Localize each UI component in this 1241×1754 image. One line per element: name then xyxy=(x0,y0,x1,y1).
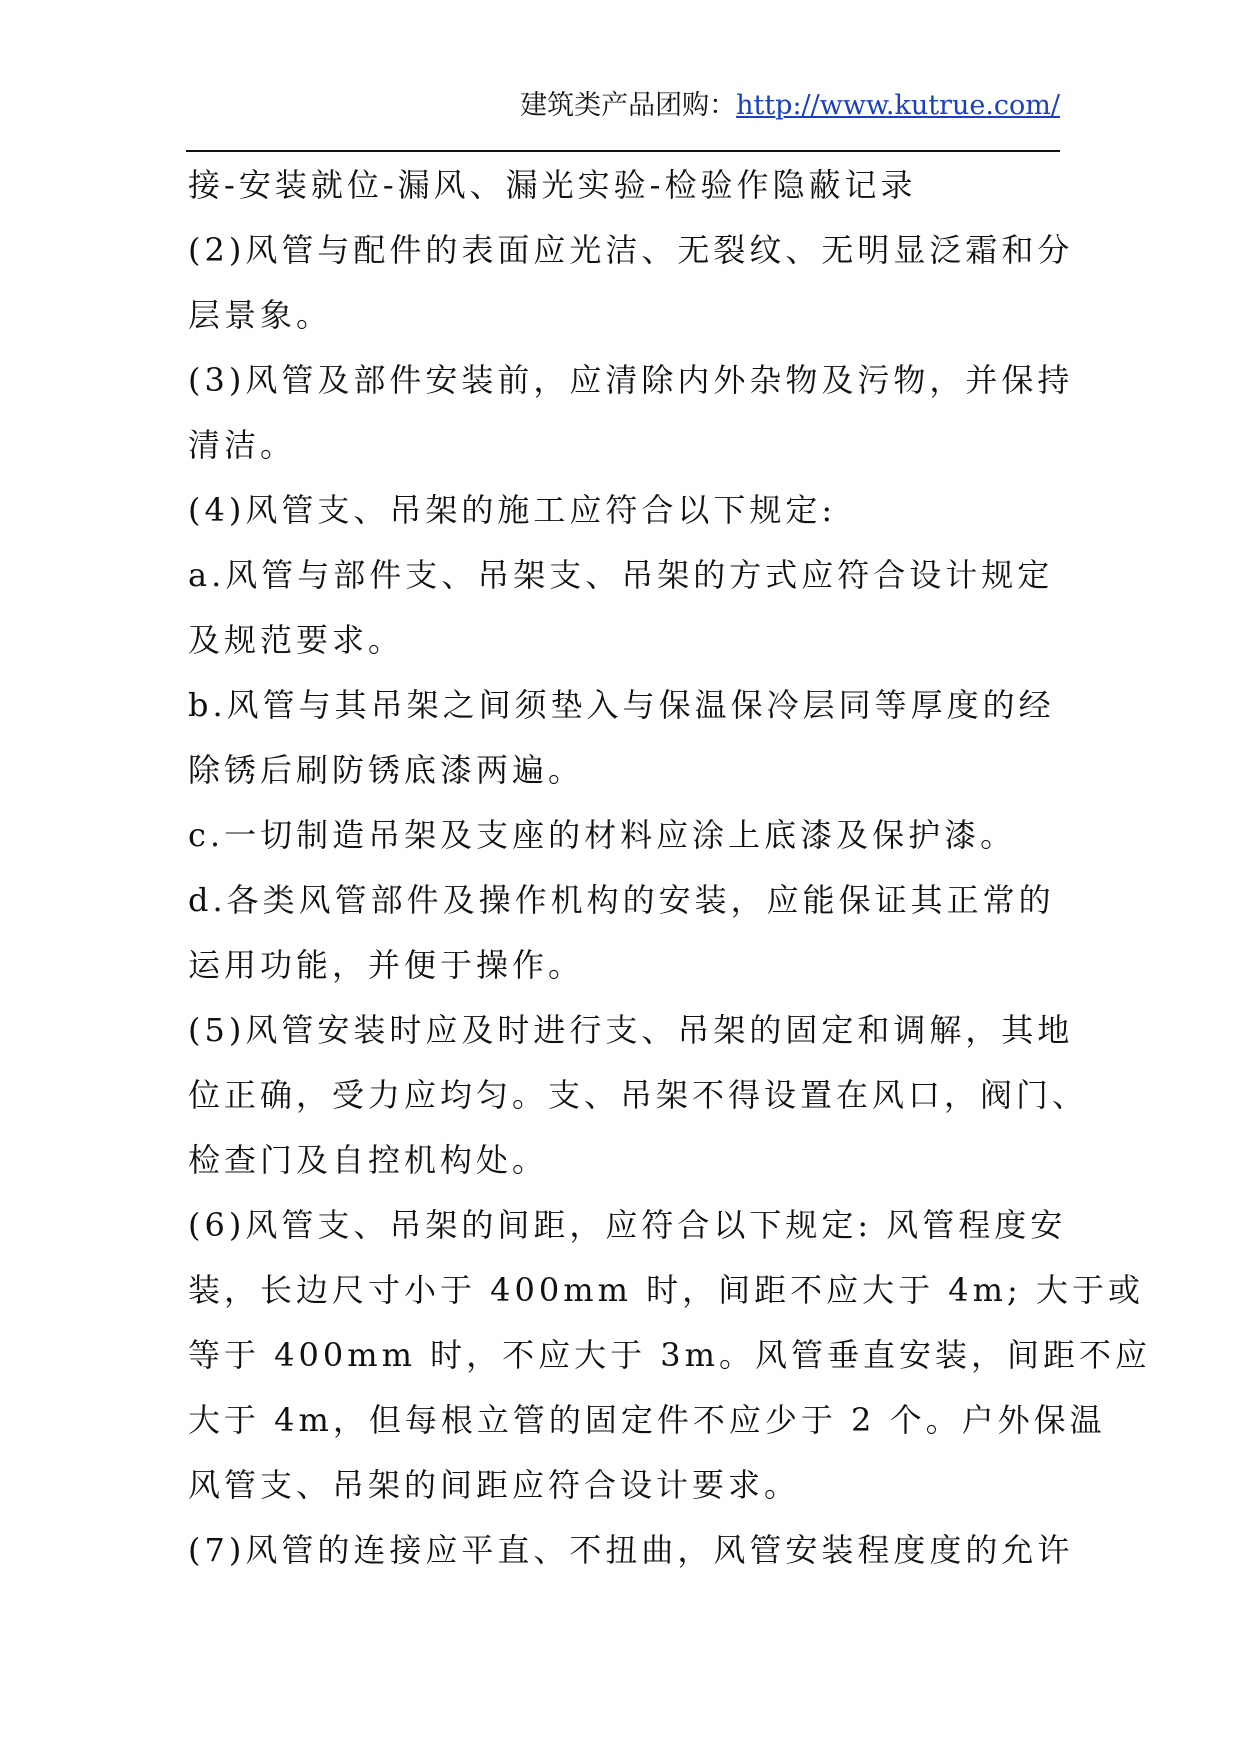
text-line: (4)风管支、吊架的施工应符合以下规定: xyxy=(188,491,837,529)
header-link[interactable]: http://www.kutrue.com/ xyxy=(736,90,1060,121)
text-line: d.各类风管部件及操作机构的安装，应能保证其正常的 xyxy=(188,881,1055,919)
text-line: a.风管与部件支、吊架支、吊架的方式应符合设计规定 xyxy=(188,556,1054,594)
text-line: 风管支、吊架的间距应符合设计要求。 xyxy=(188,1466,801,1504)
header-label: 建筑类产品团购： xyxy=(520,90,737,121)
text-line: 运用功能，并便于操作。 xyxy=(188,946,585,984)
page-header xyxy=(186,88,1060,124)
document-body xyxy=(188,160,1151,1590)
text-line: b.风管与其吊架之间须垫入与保温保冷层同等厚度的经 xyxy=(188,686,1055,724)
text-line: 及规范要求。 xyxy=(188,621,405,659)
text-line: (5)风管安装时应及时进行支、吊架的固定和调解，其地 xyxy=(188,1011,1074,1049)
text-line: 大于 4m，但每根立管的固定件不应少于 2 个。户外保温 xyxy=(188,1401,1106,1439)
text-line: c.一切制造吊架及支座的材料应涂上底漆及保护漆。 xyxy=(188,816,1017,854)
text-line: (2)风管与配件的表面应光洁、无裂纹、无明显泛霜和分 xyxy=(188,231,1074,269)
header-divider xyxy=(186,150,1060,152)
text-line: (7)风管的连接应平直、不扭曲，风管安装程度度的允许 xyxy=(188,1531,1074,1569)
text-line: (6)风管支、吊架的间距，应符合以下规定: 风管程度安 xyxy=(188,1206,1067,1244)
text-line: 位正确，受力应均匀。支、吊架不得设置在风口，阀门、 xyxy=(188,1076,1089,1114)
text-line: 等于 400mm 时，不应大于 3m。风管垂直安装，间距不应 xyxy=(188,1336,1151,1374)
text-line: 除锈后刷防锈底漆两遍。 xyxy=(188,751,585,789)
text-line: 检查门及自控机构处。 xyxy=(188,1141,549,1179)
text-line: 清洁。 xyxy=(188,426,297,464)
text-line: 层景象。 xyxy=(188,296,333,334)
text-line: (3)风管及部件安装前，应清除内外杂物及污物，并保持 xyxy=(188,361,1074,399)
text-line: 接-安装就位-漏风、漏光实验-检验作隐蔽记录 xyxy=(188,166,917,204)
text-line: 装，长边尺寸小于 400mm 时，间距不应大于 4m; 大于或 xyxy=(188,1271,1144,1309)
